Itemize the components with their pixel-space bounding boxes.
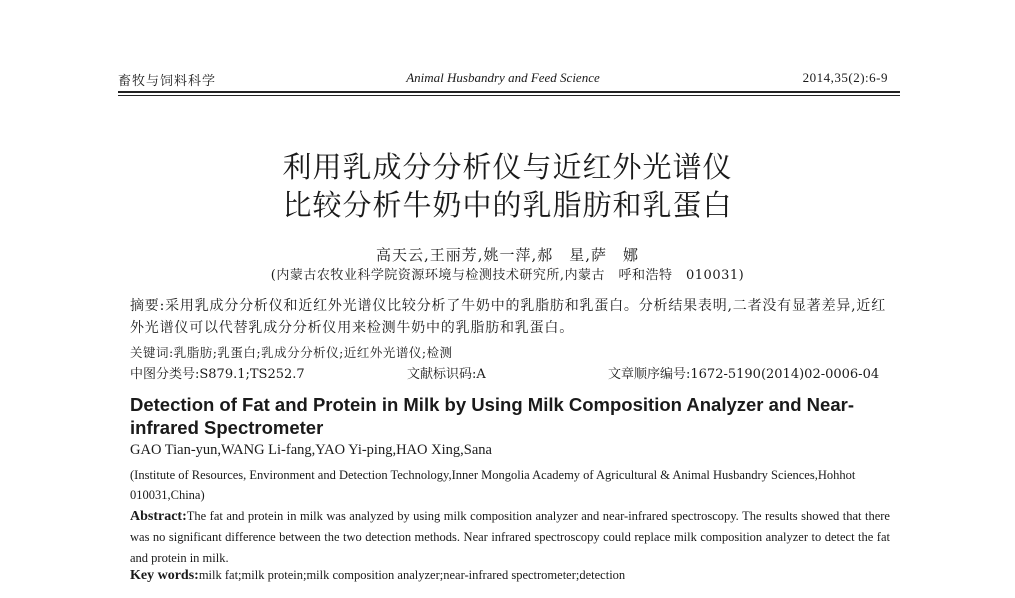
title-en: Detection of Fat and Protein in Milk by Using Milk Composition Analyzer and Near-infrared Spectrometer [130, 394, 854, 438]
title-cn-line-2: 比较分析牛奶中的乳脂肪和乳蛋白 [282, 188, 733, 222]
abstract-cn: 摘要:采用乳成分分析仪和近红外光谱仪比较分析了牛奶中的乳脂肪和乳蛋白。分析结果表明,二者没有显著差异,近红外光谱仪可以代替乳成分分析仪用来检测牛奶中的乳脂肪和乳蛋白。 [130, 298, 887, 336]
running-header [118, 68, 888, 90]
header-rule-thick [118, 91, 900, 93]
clc-number: 中图分类号:S879.1;TS252.7 [130, 367, 305, 382]
journal-name-cn: 畜牧与饲料科学 [118, 74, 217, 89]
title-cn-line-1: 利用乳成分分析仪与近红外光谱仪 [282, 150, 733, 184]
keywords-cn: 关键词:乳脂肪;乳蛋白;乳成分分析仪;近红外光谱仪;检测 [130, 345, 453, 360]
abstract-en [130, 506, 890, 569]
keywords-en [130, 568, 625, 584]
classification-row [130, 363, 885, 381]
citation-info: 2014,35(2):6-9 [802, 70, 888, 85]
article-number: 文章顺序编号:1672-5190(2014)02-0006-04 [608, 367, 880, 382]
authors-cn: 高天云,王丽芳,姚一萍,郝 星,萨 娜 [375, 246, 640, 264]
abstract-en-label: Abstract: [130, 509, 187, 524]
document-code: 文献标识码:A [407, 367, 486, 382]
affiliation-cn: (内蒙古农牧业科学院资源环境与检测技术研究所,内蒙古 呼和浩特 010031) [270, 268, 745, 283]
header-rule-thin [118, 95, 900, 96]
keywords-en-text: milk fat;milk protein;milk composition analyzer;near-infrared spectrometer;detection [198, 568, 626, 582]
journal-name-en: Animal Husbandry and Feed Science [406, 70, 600, 85]
affiliation-en: (Institute of Resources, Environment and Detection Technology,Inner Mongolia Academy of Agricultural & Animal Husbandry Sciences,Hohhot 010031,China) [130, 468, 868, 502]
abstract-en-text: The fat and protein in milk was analyzed by using milk composition analyzer and near-infrared spectroscopy. The results showed that there was no significant difference between the two detection methods. Near infrared spectroscopy could replace milk composition analyzer to detect the fat and protein in milk. [130, 509, 890, 565]
authors-en: GAO Tian-yun,WANG Li-fang,YAO Yi-ping,HAO Xing,Sana [130, 442, 492, 458]
keywords-en-label: Key words: [130, 568, 199, 583]
